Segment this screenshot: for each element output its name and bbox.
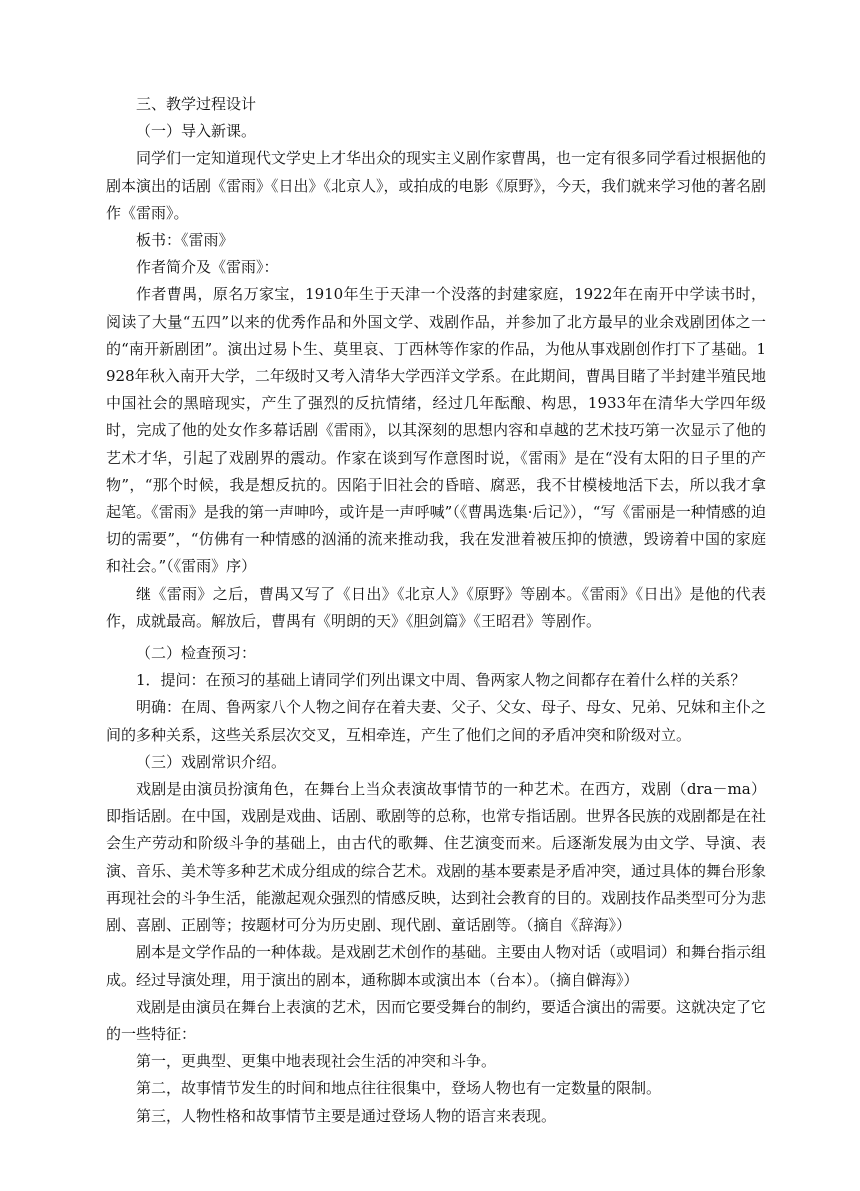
- paragraph-feature-second: 第二，故事情节发生的时间和地点往往很集中，登场人物也有一定数量的限制。: [136, 1079, 662, 1098]
- paragraph-feature-first: 第一，更典型、更集中地表现社会生活的冲突和斗争。: [136, 1052, 497, 1071]
- paragraph-question: 1．提问：在预习的基础上请同学们列出课文中周、鲁两家人物之间都存在着什么样的关系？: [136, 671, 746, 690]
- paragraph-later-works: 继《雷雨》之后，曹禺又写了《日出》《北京人》《原野》等剧本。《雷雨》《日出》是他的代表作，成就最高。解放后，曹禺有《明朗的天》《胆剑篇》《王昭君》等剧作。: [106, 584, 766, 630]
- paragraph-script-definition: 剧本是文学作品的一种体裁。是戏剧艺术创作的基础。主要由人物对话（或唱词）和舞台指示组成。经过导演处理，用于演出的剧本，通称脚本或演出本（台本）。（摘自僻海》）: [106, 943, 767, 989]
- section-heading: 三、教学过程设计: [136, 95, 257, 113]
- paragraph-drama-definition: 戏剧是由演员扮演角色，在舞台上当众表演故事情节的一种艺术。在西方，戏剧（dra－ma）即指话剧。在中国，戏剧是戏曲、话剧、歌剧等的总称，也常专指话剧。世界各民族的戏剧都是在社会生产劳动和阶级斗争的基础上，由古代的歌舞、住艺演变而来。后逐渐发展为由文学、导演、表演、音乐、美术等多种艺术成分组成的综合艺术。戏剧的基本要素是矛盾冲突，通过具体的舞台形象再现社会的斗争生活，能激起观众强烈的情感反映，达到社会教育的目的。戏剧技作品类型可分为悲剧、喜剧、正剧等；按题材可分为历史剧、现代剧、童话剧等。（摘自《辞海》）: [106, 780, 767, 935]
- subsection-heading-introduction: （一）导入新课。: [136, 122, 257, 141]
- paragraph-feature-third: 第三，人物性格和故事情节主要是通过登场人物的语言来表现。: [136, 1106, 557, 1125]
- paragraph-author-biography: 作者曹禺，原名万家宝，1910年生于天津一个没落的封建家庭，1922年在南开中学读书时，阅读了大量“五四”以来的优秀作品和外国文学、戏剧作品，并参加了北方最早的业余戏剧团体之一的“南开新剧团”。演出过易卜生、莫里哀、丁西林等作家的作品，为他从事戏剧创作打下了基础。1928年秋入南开大学，二年级时又考入清华大学西洋文学系。在此期间，曹禺目睹了半封建半殖民地中国社会的黑暗现实，产生了强烈的反抗情绪，经过几年酝酿、构思，1933年在清华大学四年级时，完成了他的处女作多幕话剧《雷雨》，以其深刻的思想内容和卓越的艺术技巧第一次显示了他的艺术才华，引起了戏剧界的震动。作家在谈到写作意图时说，《雷雨》是在“没有太阳的日子里的产物”，“那个时候，我是想反抗的。因陷于旧社会的昏暗、腐恶，我不甘模棱地活下去，所以我才拿起笔。《雷雨》是我的第一声呻吟，或许是一声呼喊”（《曹禺选集·后记》），“写《雷丽是一种情感的迫切的需要”，“仿佛有一种情感的汹涌的流来推动我，我在发泄着被压抑的愤懑，毁谤着中国的家庭和社会。”（《雷雨》序）: [106, 285, 766, 576]
- subsection-heading-preview-check: （二）检查预习：: [136, 644, 257, 663]
- paragraph-author-intro-heading: 作者简介及《雷雨》：: [136, 258, 279, 277]
- subsection-heading-drama-knowledge: （三）戏剧常识介绍。: [136, 752, 287, 771]
- paragraph-drama-features-intro: 戏剧是由演员在舞台上表演的艺术，因而它要受舞台的制约，要适合演出的需要。这就决定了它的一些特征：: [106, 997, 767, 1043]
- paragraph-board-writing: 板书：《雷雨》: [136, 231, 234, 250]
- document-page: [106, 91, 766, 1130]
- paragraph-answer: 明确：在周、鲁两家八个人物之间存在着夫妻、父子、父女、母子、母女、兄弟、兄妹和主仆之间的多种关系，这些关系层次交叉，互相牵连，产生了他们之间的矛盾冲突和阶级对立。: [106, 698, 767, 744]
- paragraph-introduction: 同学们一定知道现代文学史上才华出众的现实主义剧作家曹禺，也一定有很多同学看过根据他的剧本演出的话剧《雷雨》《日出》《北京人》，或拍成的电影《原野》，今天，我们就来学习他的著名剧作《雷雨》。: [106, 149, 767, 222]
